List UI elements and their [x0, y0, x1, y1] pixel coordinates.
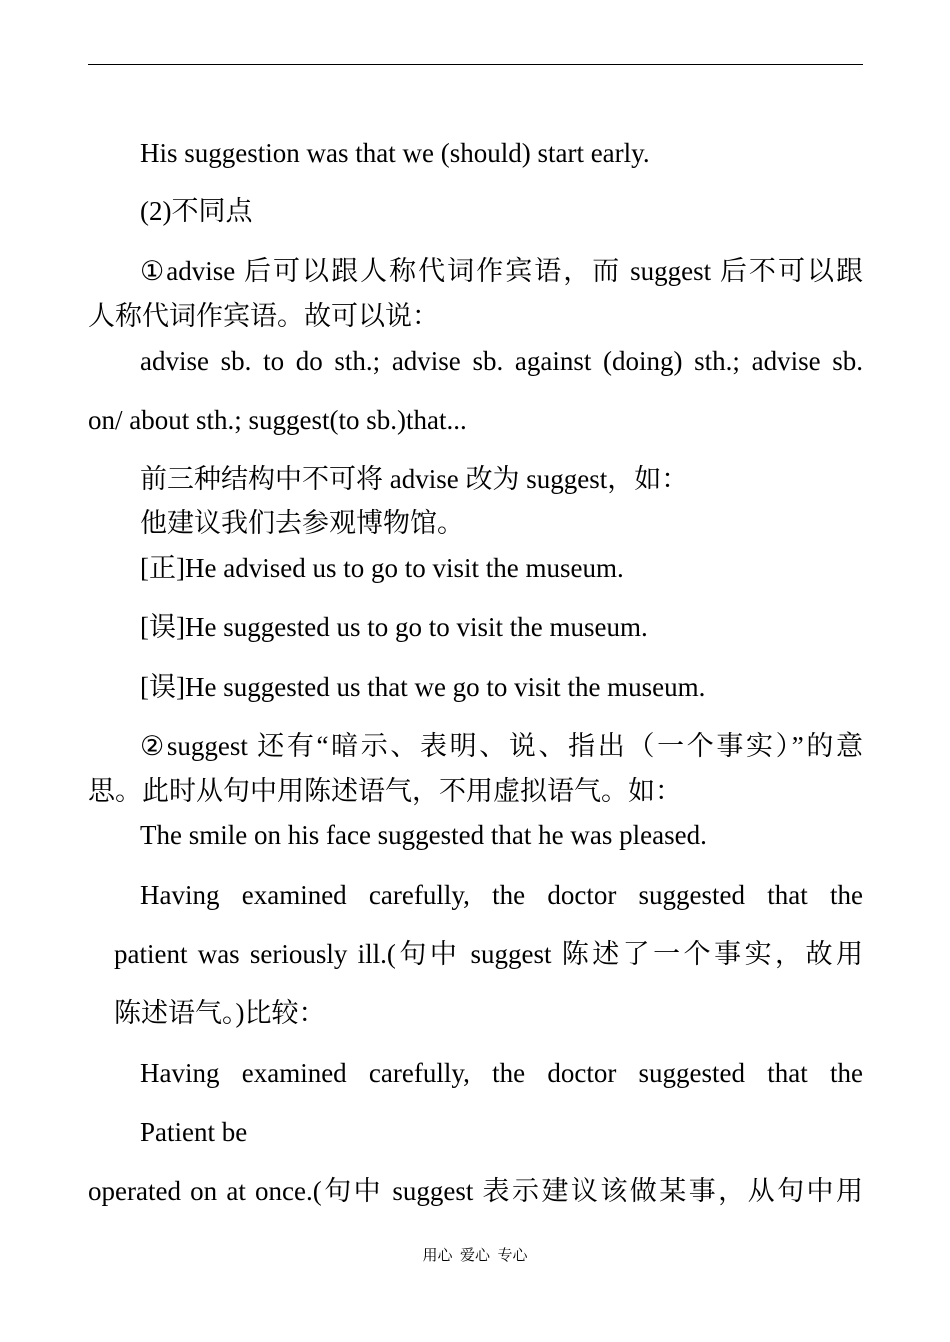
- text-line: advise sb. to do sth.; advise sb. against (doing) sth.; advise sb.: [140, 346, 863, 376]
- example-correct: [正]He advised us to go to visit the museum.: [140, 553, 624, 583]
- example-wrong: [误]He suggested us to go to visit the museum.: [140, 612, 648, 642]
- text-line: 思。此时从句中用陈述语气，不用虚拟语气。如：: [88, 776, 682, 806]
- text-line: Having examined carefully, the doctor suggested that the: [140, 880, 863, 910]
- text-line: ①advise 后可以跟人称代词作宾语，而 suggest 后不可以跟: [140, 256, 863, 286]
- text-line: on/ about sth.; suggest(to sb.)that...: [88, 405, 467, 435]
- section-heading: (2)不同点: [140, 196, 253, 226]
- text-line: operated on at once.(句中 suggest 表示建议该做某事，从句中用: [88, 1176, 863, 1206]
- text-line: patient was seriously ill.(句中 suggest 陈述了一个事实，故用: [114, 939, 863, 969]
- text-line: 前三种结构中不可将 advise 改为 suggest，如：: [140, 464, 689, 494]
- text-line: His suggestion was that we (should) start early.: [140, 138, 650, 168]
- text-line: 人称代词作宾语。故可以说：: [88, 301, 439, 331]
- text-line: 他建议我们去参观博物馆。: [140, 508, 464, 538]
- text-line: Having examined carefully, the doctor suggested that the: [140, 1058, 863, 1088]
- example-wrong: [误]He suggested us that we go to visit the museum.: [140, 672, 706, 702]
- page-footer: 用心 爱心 专心: [422, 1248, 528, 1264]
- text-line: The smile on his face suggested that he was pleased.: [140, 820, 707, 850]
- text-line: Patient be: [140, 1117, 248, 1147]
- text-line: 陈述语气。)比较：: [114, 998, 326, 1028]
- text-line: ②suggest 还有“暗示、表明、说、指出（一个事实）”的意: [140, 731, 863, 761]
- header-rule: [88, 64, 863, 65]
